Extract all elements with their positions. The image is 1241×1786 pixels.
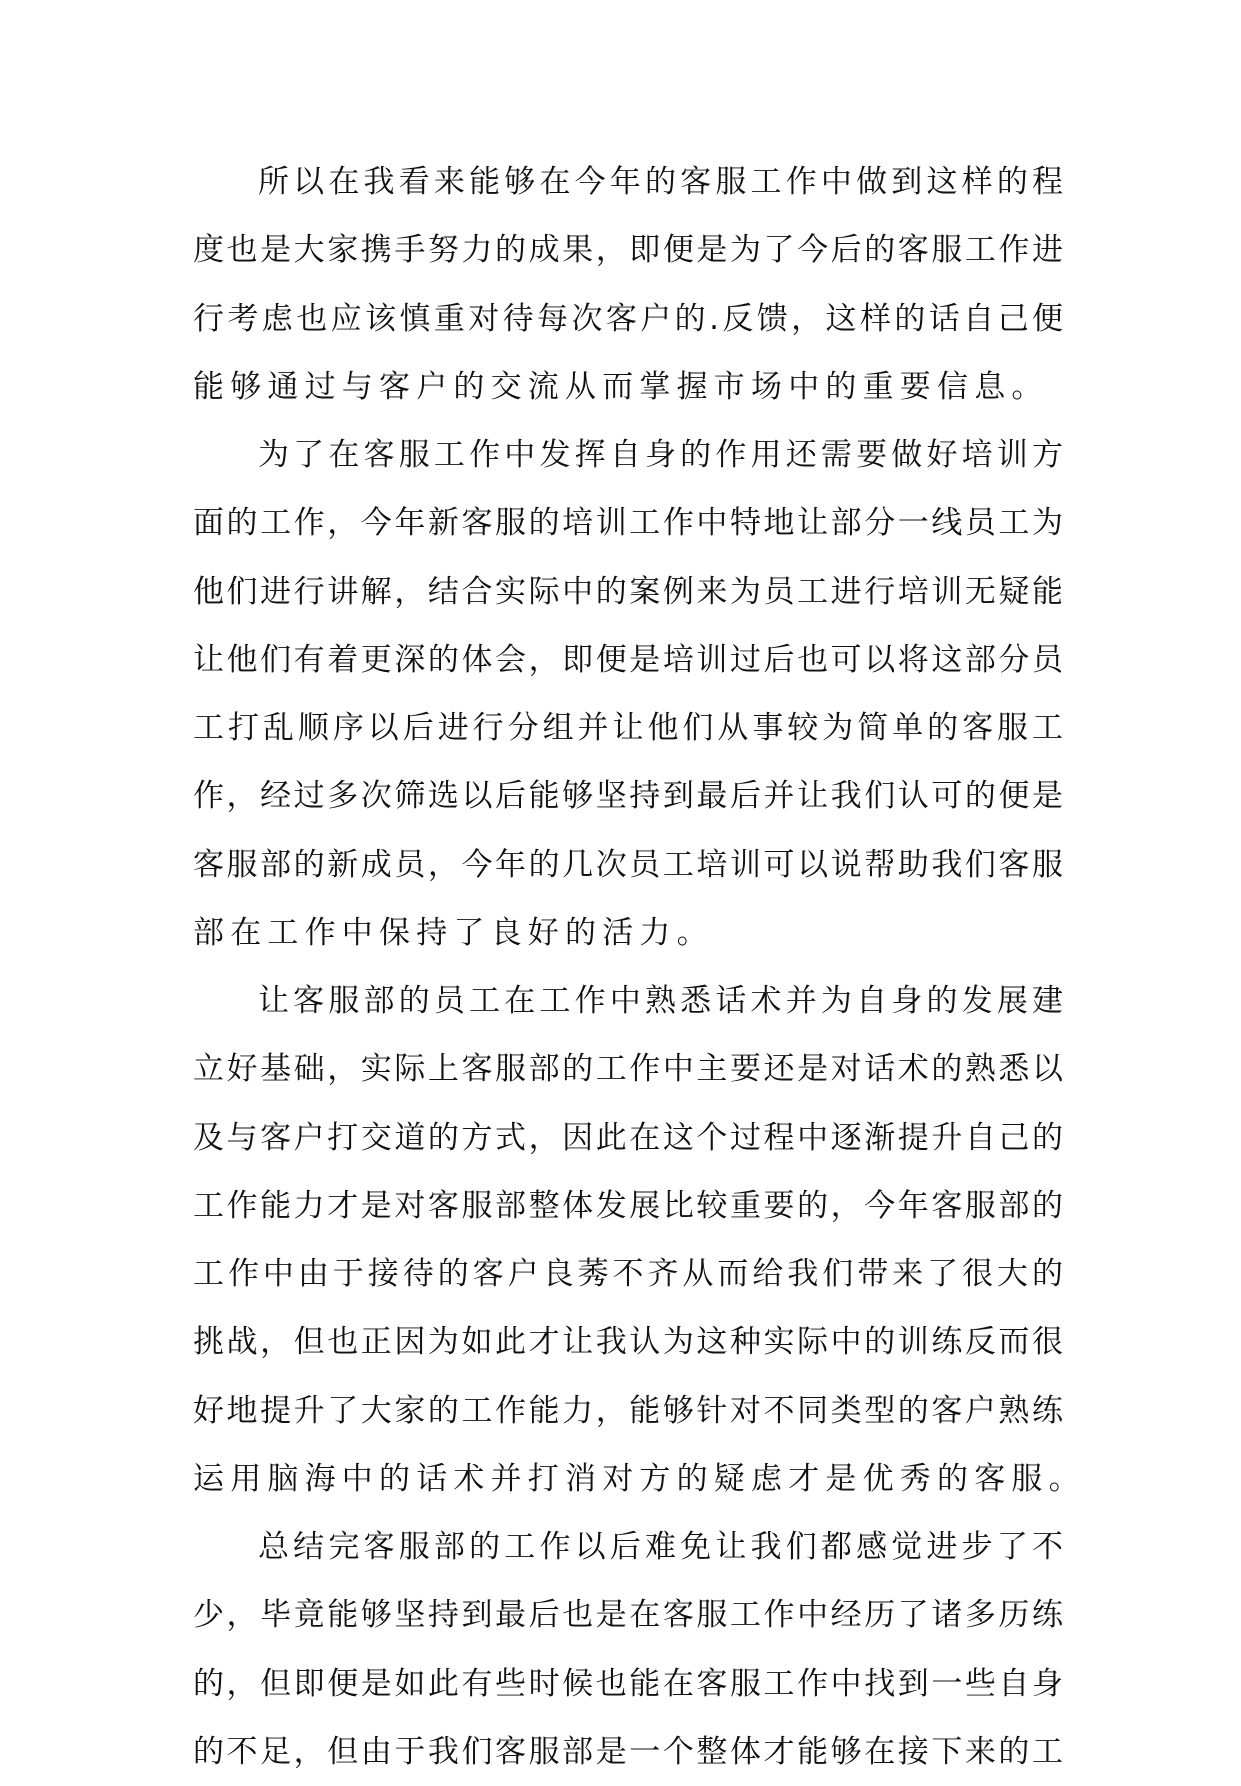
paragraph-3 — [193, 967, 1086, 1513]
text-line: 面的工作，今年新客服的培训工作中特地让部分一线员工为 — [193, 505, 1063, 542]
text-line: 工作能力才是对客服部整体发展比较重要的，今年客服部的 — [193, 1187, 1063, 1224]
text-line: 运用脑海中的话术并打消对方的疑虑才是优秀的客服。 — [193, 1460, 1086, 1497]
text-line: 总结完客服部的工作以后难免让我们都感觉进步了不 — [258, 1529, 1063, 1565]
text-line: 工打乱顺序以后进行分组并让他们从事较为简单的客服工 — [193, 710, 1063, 746]
text-line: 挑战，但也正因为如此才让我认为这种实际中的训练反而很 — [193, 1324, 1063, 1361]
text-line: 度也是大家携手努力的成果，即便是为了今后的客服工作进 — [193, 232, 1063, 269]
text-line: 行考虑也应该慎重对待每次客户的.反馈，这样的话自己便 — [193, 300, 1063, 337]
paragraph-1 — [193, 148, 1063, 421]
text-line: 作，经过多次筛选以后能够坚持到最后并让我们认可的便是 — [193, 778, 1063, 815]
text-line: 部在工作中保持了良好的活力。 — [193, 914, 714, 951]
text-line: 为了在客服工作中发挥自身的作用还需要做好培训方 — [258, 437, 1063, 473]
text-line: 让客服部的员工在工作中熟悉话术并为自身的发展建 — [258, 983, 1063, 1019]
text-line: 他们进行讲解，结合实际中的案例来为员工进行培训无疑能 — [193, 573, 1063, 610]
text-line: 让他们有着更深的体会，即便是培训过后也可以将这部分员 — [193, 641, 1063, 678]
text-line: 工作中由于接待的客户良莠不齐从而给我们带来了很大的 — [193, 1256, 1063, 1292]
text-line: 客服部的新成员，今年的几次员工培训可以说帮助我们客服 — [193, 846, 1063, 883]
paragraph-2 — [193, 421, 1063, 967]
text-line: 的不足，但由于我们客服部是一个整体才能够在接下来的工 — [193, 1733, 1063, 1770]
text-line: 好地提升了大家的工作能力，能够针对不同类型的客户熟练 — [193, 1392, 1063, 1429]
text-line: 能够通过与客户的交流从而掌握市场中的重要信息。 — [193, 368, 1049, 405]
text-line: 所以在我看来能够在今年的客服工作中做到这样的程 — [258, 164, 1063, 200]
paragraph-4 — [193, 1513, 1063, 1786]
document-body — [193, 148, 1086, 1786]
text-line: 少，毕竟能够坚持到最后也是在客服工作中经历了诸多历练 — [193, 1597, 1063, 1634]
text-line: 的，但即便是如此有些时候也能在客服工作中找到一些自身 — [193, 1665, 1063, 1702]
text-line: 及与客户打交道的方式，因此在这个过程中逐渐提升自己的 — [193, 1119, 1063, 1156]
text-line: 立好基础，实际上客服部的工作中主要还是对话术的熟悉以 — [193, 1051, 1063, 1088]
